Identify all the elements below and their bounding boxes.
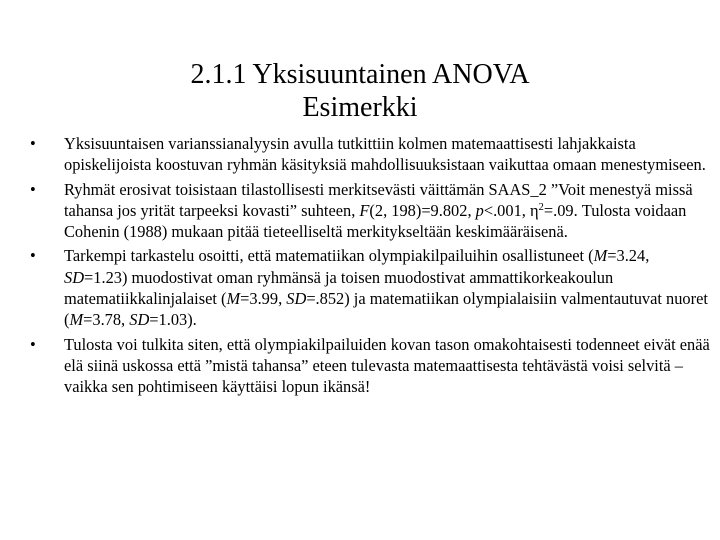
italic-symbol: SD [286, 289, 307, 309]
text-run: =3.24, [607, 246, 650, 266]
bullet-text [64, 179, 714, 243]
text-run: =3.99, [240, 289, 287, 309]
italic-symbol: M [593, 246, 608, 266]
bullet-text [64, 133, 714, 176]
italic-symbol: p [475, 200, 484, 220]
text-run: (2, 198)=9.802, [369, 200, 476, 220]
bullet-list [30, 133, 714, 401]
bullet-text [64, 334, 714, 398]
bullet-item-1 [30, 133, 714, 176]
bullet-text [64, 245, 714, 330]
bullet-item-4 [30, 334, 714, 398]
slide-title [0, 58, 720, 124]
italic-symbol: SD [64, 267, 85, 287]
text-run: Ryhmät erosivat toisistaan tilastollisesti merkitsevästi väittämän SAAS_2 ”Voit menestyä missä tahansa jos yrität tarpeeksi kovasti” suhteen, [64, 179, 693, 220]
bullet-dot: • [30, 334, 36, 354]
bullet-item-2 [30, 179, 714, 243]
text-run: =3.78, [83, 310, 130, 330]
italic-symbol: M [226, 289, 241, 309]
title-line-2: Esimerkki [302, 92, 418, 123]
text-run: =.09. Tulosta voidaan Cohenin (1988) mukaan pitää tieteelliseltä merkitykseltään keskimääräisenä. [64, 200, 687, 242]
text-run: =1.23) muodostivat oman ryhmänsä ja toisen muodostivat ammattikorkeakoulun matematiikkalinjalaiset ( [64, 267, 614, 309]
text-run: <.001, η [483, 200, 539, 220]
superscript: 2 [538, 202, 544, 214]
bullet-dot: • [30, 134, 36, 153]
italic-symbol: SD [129, 310, 150, 330]
bullet-dot: • [30, 179, 36, 199]
italic-symbol: M [69, 310, 84, 330]
bullet-item-3 [30, 245, 714, 330]
bullet-dot: • [30, 246, 36, 266]
text-run: =1.03). [149, 310, 197, 330]
italic-symbol: F [359, 200, 370, 220]
text-run: =.852) ja matematiikan olympialaisiin valmentautuvat nuoret ( [64, 289, 708, 330]
text-run: Yksisuuntaisen varianssianalyysin avulla tutkittiin kolmen matemaattisesti lahjakkaista opiskelijoista koostuvan ryhmän käsityksiä mahdollisuuksistaan vaikuttaa omaan menestymiseen. [64, 134, 706, 175]
text-run: Tulosta voi tulkita siten, että olympiakilpailuiden kovan tason omakohtaisesti todenneet eivät enää elä siinä uskossa että ”mistä tahansa” eteen tulevasta matemaattisesta tehtävästä voisi selvitä – vaikka sen pohtimiseen käyttäisi lopun ikänsä! [64, 334, 710, 397]
text-run: Tarkempi tarkastelu osoitti, että matematiikan olympiakilpailuihin osallistuneet ( [64, 246, 594, 266]
title-line-1: 2.1.1 Yksisuuntainen ANOVA [190, 59, 530, 90]
